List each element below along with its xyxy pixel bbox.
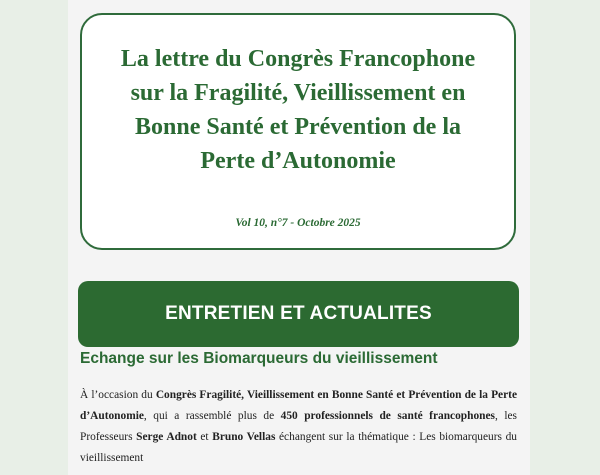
professor-adnot: Serge Adnot (136, 431, 197, 443)
section-banner (78, 281, 519, 347)
title-line-2: sur la Fragilité, Vieillissement en (130, 80, 466, 106)
section-title: ENTRETIEN ET ACTUALITES (165, 303, 432, 324)
volume-issue: Vol 10, n°7 - Octobre 2025 (235, 217, 361, 229)
title-line-1: La lettre du Congrès Francophone (120, 46, 476, 72)
paragraph-text-4: et (196, 431, 213, 443)
newsletter-header-box (80, 13, 516, 250)
paragraph-text-2: , qui a rassemblé plus de (143, 410, 281, 422)
paragraph-text-3: , les Professeurs (80, 410, 517, 443)
newsletter-title (82, 42, 514, 178)
professor-vellas: Bruno Vellas (212, 431, 276, 443)
article-subheading: Echange sur les Biomarqueurs du vieillissement (80, 350, 438, 367)
paragraph-text-1: À l’occasion du (80, 389, 156, 401)
title-line-3: Bonne Santé et Prévention de la (135, 114, 461, 140)
newsletter-page (68, 0, 530, 475)
article-paragraph (80, 385, 517, 469)
paragraph-text-5: échangent sur la thématique : Les biomarqueurs du vieillissement (80, 431, 517, 464)
title-line-4: Perte d’Autonomie (200, 148, 396, 174)
attendee-count: 450 professionnels de santé francophones (280, 410, 495, 422)
congress-name: Congrès Fragilité, Vieillissement en Bonne Santé et Prévention de la Perte d’Autonomie (80, 389, 518, 422)
